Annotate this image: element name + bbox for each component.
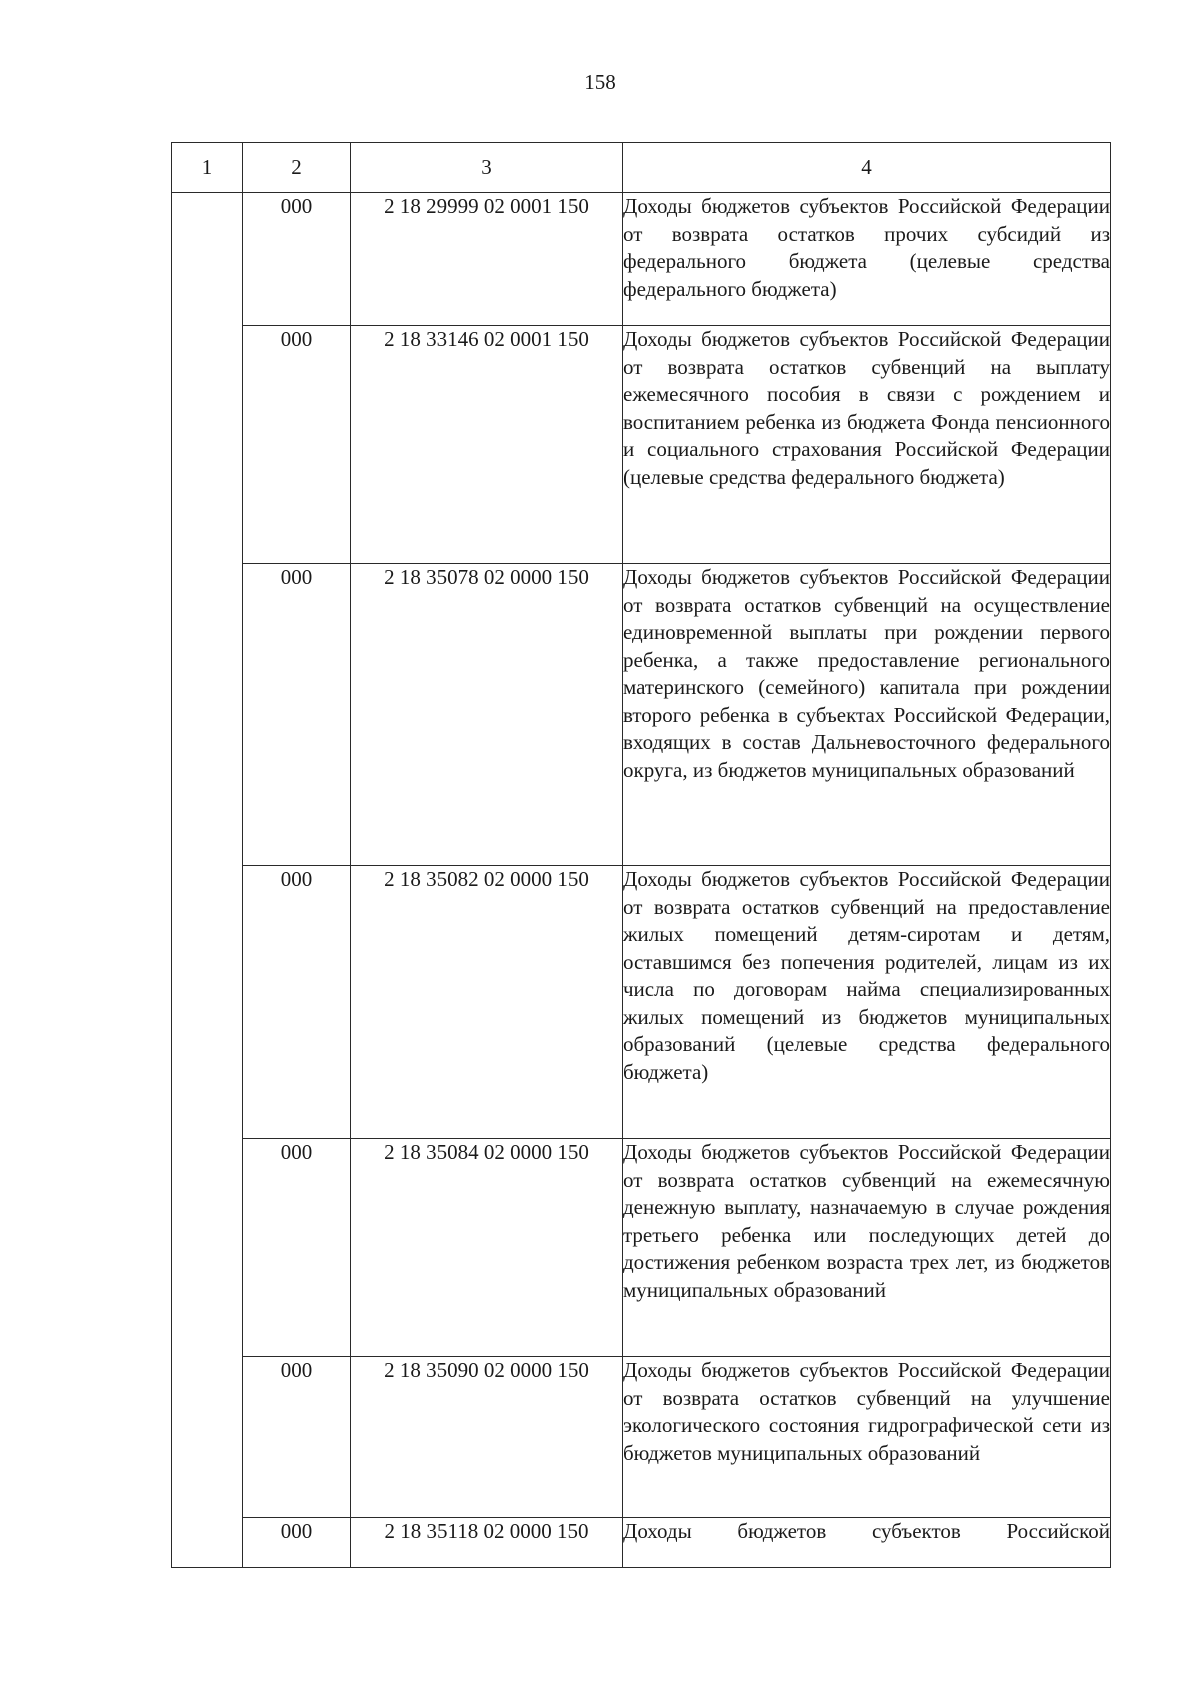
table-header xyxy=(172,143,1111,193)
table-row xyxy=(172,1357,1111,1518)
description-cell xyxy=(623,1139,1111,1357)
budget-code-cell: 2 18 35084 02 0000 150 xyxy=(351,1139,623,1357)
budget-code-cell: 2 18 35078 02 0000 150 xyxy=(351,564,623,866)
budget-classification-table xyxy=(171,142,1111,1568)
description-text: Доходы бюджетов субъектов Российской Федерации от возврата остатков прочих субсидий из федерального бюджета (целевые средства федерального бюджета) xyxy=(623,194,1110,301)
table-row xyxy=(172,564,1111,866)
description-cell xyxy=(623,866,1111,1139)
table-row xyxy=(172,326,1111,564)
header-row xyxy=(172,143,1111,193)
table-row xyxy=(172,193,1111,326)
budget-code-cell: 2 18 35118 02 0000 150 xyxy=(351,1518,623,1568)
description-text: Доходы бюджетов субъектов Российской Федерации от возврата остатков субвенций на ежемесячную денежную выплату, назначаемую в случае рождения третьего ребенка или последующих детей до достижения ребенком возраста трех лет, из бюджетов муниципальных образований xyxy=(623,1140,1110,1302)
admin-code-cell: 000 xyxy=(243,193,351,326)
description-text: Доходы бюджетов субъектов Российской Федерации от возврата остатков субвенций на выплату ежемесячного пособия в связи с рождением и воспитанием ребенка из бюджета Фонда пенсионного и социального страхования Российской Федерации (целевые средства федерального бюджета) xyxy=(623,327,1110,489)
description-text: Доходы бюджетов субъектов Российской Федерации от возврата остатков субвенций на улучшение экологического состояния гидрографической сети из бюджетов муниципальных образований xyxy=(623,1358,1110,1465)
column-header-4: 4 xyxy=(623,143,1111,193)
admin-code-cell: 000 xyxy=(243,1357,351,1518)
description-cell xyxy=(623,1518,1111,1568)
description-text: Доходы бюджетов субъектов Российской Федерации от возврата остатков субвенций на предоставление жилых помещений детям-сиротам и детям, оставшимся без попечения родителей, лицам из их числа по договорам найма специализированных жилых помещений из бюджетов муниципальных образований (целевые средства федерального бюджета) xyxy=(623,867,1110,1084)
empty-cell xyxy=(172,193,243,1568)
admin-code-cell: 000 xyxy=(243,1518,351,1568)
description-cell xyxy=(623,1357,1111,1518)
admin-code-cell: 000 xyxy=(243,326,351,564)
column-header-2: 2 xyxy=(243,143,351,193)
table-row xyxy=(172,1518,1111,1568)
table-row xyxy=(172,1139,1111,1357)
budget-code-cell: 2 18 33146 02 0001 150 xyxy=(351,326,623,564)
table-body xyxy=(172,193,1111,1568)
description-cell xyxy=(623,193,1111,326)
budget-code-cell: 2 18 29999 02 0001 150 xyxy=(351,193,623,326)
description-text: Доходы бюджетов субъектов Российской xyxy=(623,1519,1110,1543)
budget-code-cell: 2 18 35082 02 0000 150 xyxy=(351,866,623,1139)
column-header-3: 3 xyxy=(351,143,623,193)
admin-code-cell: 000 xyxy=(243,866,351,1139)
admin-code-cell: 000 xyxy=(243,1139,351,1357)
budget-code-cell: 2 18 35090 02 0000 150 xyxy=(351,1357,623,1518)
description-cell xyxy=(623,564,1111,866)
description-cell xyxy=(623,326,1111,564)
table-row xyxy=(172,866,1111,1139)
column-header-1: 1 xyxy=(172,143,243,193)
page-number: 158 xyxy=(584,70,616,94)
description-text: Доходы бюджетов субъектов Российской Федерации от возврата остатков субвенций на осуществление единовременной выплаты при рождении первого ребенка, а также предоставление регионального материнского (семейного) капитала при рождении второго ребенка в субъектах Российской Федерации, входящих в состав Дальневосточного федерального округа, из бюджетов муниципальных образований xyxy=(623,565,1110,782)
admin-code-cell: 000 xyxy=(243,564,351,866)
